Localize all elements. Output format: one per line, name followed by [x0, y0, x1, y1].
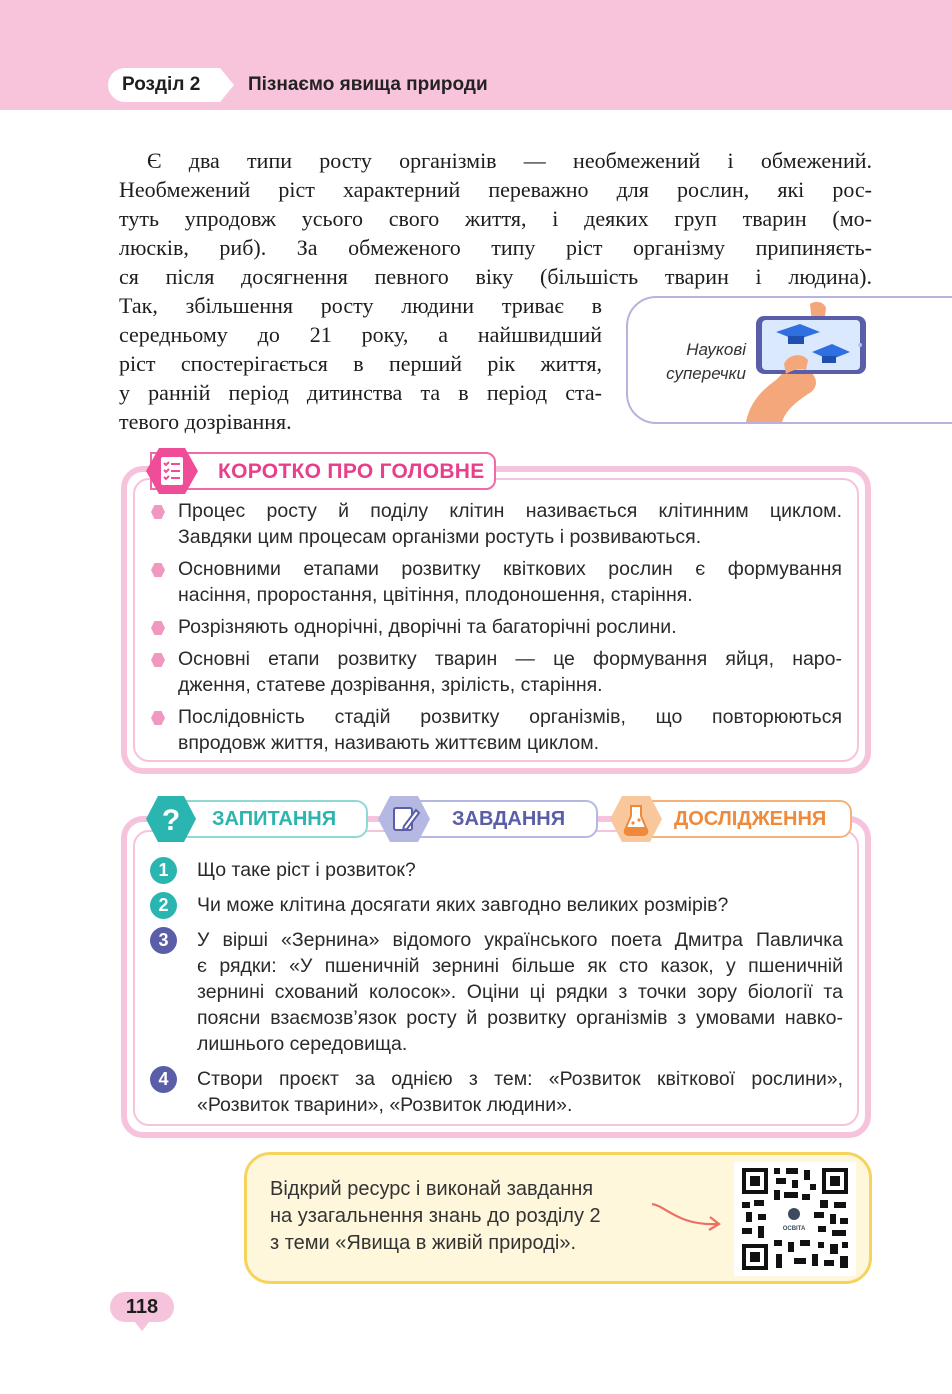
question-1-text: Що таке ріст і розвиток?: [197, 859, 416, 881]
intro-line: середньому до 21 року, а найшвидший: [119, 322, 602, 347]
phone-in-hand-icon: [736, 298, 870, 422]
page-number: 118: [110, 1292, 174, 1322]
callout-label-line: суперечки: [666, 364, 746, 383]
summary-item: [178, 646, 842, 698]
qr-logo-caption: ОСВІТА: [782, 1226, 806, 1232]
pencil-note-icon: [378, 796, 430, 842]
checklist-icon: [146, 448, 198, 494]
intro-line: Є два типи росту організмів — необмежений і обмежений.: [147, 148, 872, 173]
summary-item-line: впродовж життя, називають життєвим циклом.: [178, 732, 600, 754]
tab-research-label: ДОСЛІДЖЕННЯ: [674, 808, 827, 830]
summary-item-line: насіння, проростання, цвітіння, плодоношення, старіння.: [178, 584, 693, 606]
tab-tasks-label: ЗАВДАННЯ: [452, 808, 566, 830]
question-number-3: 3: [150, 927, 177, 954]
intro-line: Так, збільшення росту людини триває в: [119, 293, 602, 318]
callout-label: [650, 338, 746, 386]
summary-item: [178, 704, 842, 756]
intro-paragraph: [119, 146, 872, 291]
question-4-text: [197, 1066, 843, 1118]
summary-item: [178, 498, 842, 550]
summary-item: [178, 556, 842, 608]
page-number-tail: [134, 1321, 150, 1331]
intro-line: ся після досягнення певного віку (більшість тварин і людина).: [119, 264, 872, 289]
question-number-4: 4: [150, 1066, 177, 1093]
intro-line: тевого дозрівання.: [119, 409, 292, 434]
section-title: Пізнаємо явища природи: [248, 74, 488, 95]
intro-line: люсків, риб). За обмеженого типу ріст організму припиняєть-: [119, 235, 872, 260]
intro-line: Необмежений ріст характерний переважно для рослин, які рос-: [119, 177, 872, 202]
resource-line: на узагальнення знань до розділу 2: [270, 1205, 601, 1227]
summary-item-line: Основні етапи розвитку тварин — це формування яйця, наро-: [178, 648, 842, 670]
question-3-line: лишнього середовища.: [197, 1033, 408, 1055]
question-number-2: 2: [150, 892, 177, 919]
arrow-right-icon: [648, 1200, 724, 1234]
question-3-line: зернині схований колосок». Оціни ці рядки з точки зору біології та: [197, 981, 843, 1003]
question-number-1: 1: [150, 857, 177, 884]
resource-line: Відкрий ресурс і виконай завдання: [270, 1178, 594, 1200]
section-label-arrow: [220, 68, 234, 102]
summary-item-line: Послідовність стадій розвитку організмів, що повторюються: [178, 706, 842, 728]
question-3-line: У вірші «Зернина» відомого українського поета Дмитра Павличка: [197, 929, 843, 951]
question-3-line: поясни взаємозв’язок росту й розвитку організмів з умовами навко-: [197, 1007, 843, 1029]
summary-item-line: Завдяки цим процесам організми ростуть і розвиваються.: [178, 526, 702, 548]
summary-item: [178, 614, 842, 640]
tab-questions-label: ЗАПИТАННЯ: [212, 808, 337, 830]
resource-line: з теми «Явища в живій природі».: [270, 1232, 577, 1254]
question-4-line: «Розвиток тварини», «Розвиток людини».: [197, 1094, 573, 1116]
question-4-line: Створи проєкт за однією з тем: «Розвиток квіткової рослини»,: [197, 1068, 843, 1090]
summary-list: [178, 498, 842, 756]
svg-text:?: ?: [161, 804, 181, 837]
intro-line: туть упродовж усього свого життя, і деяких груп тварин (мо-: [119, 206, 872, 231]
flask-icon: [610, 796, 662, 842]
callout-label-line: Наукові: [686, 340, 746, 359]
summary-item-line: дження, статеве дозрівання, зрілість, старіння.: [178, 674, 603, 696]
question-2-text: Чи може клітина досягати яких завгодно великих розмірів?: [197, 894, 729, 916]
section-label: Розділ 2: [108, 68, 220, 102]
qr-code-icon: [734, 1162, 856, 1276]
qr-code[interactable]: [734, 1162, 856, 1276]
summary-item-line: Розрізняють однорічні, дворічні та багаторічні рослини.: [178, 616, 677, 638]
question-3-line: є рядки: «У пшеничній зернині більше як сто казок, у пшеничній: [197, 955, 843, 977]
intro-line: ріст спостерігається в перший рік життя,: [119, 351, 602, 376]
summary-title: КОРОТКО ПРО ГОЛОВНЕ: [218, 460, 485, 483]
summary-item-line: Процес росту й поділу клітин називається клітинним циклом.: [178, 500, 842, 522]
summary-item-line: Основними етапами розвитку квіткових рослин є формування: [178, 558, 842, 580]
resource-text: [270, 1176, 601, 1257]
question-3-text: [197, 927, 843, 1057]
intro-paragraph-narrow: [119, 291, 602, 436]
intro-line: у ранній період дитинства та в період ста-: [119, 380, 602, 405]
question-mark-icon: [146, 796, 196, 842]
